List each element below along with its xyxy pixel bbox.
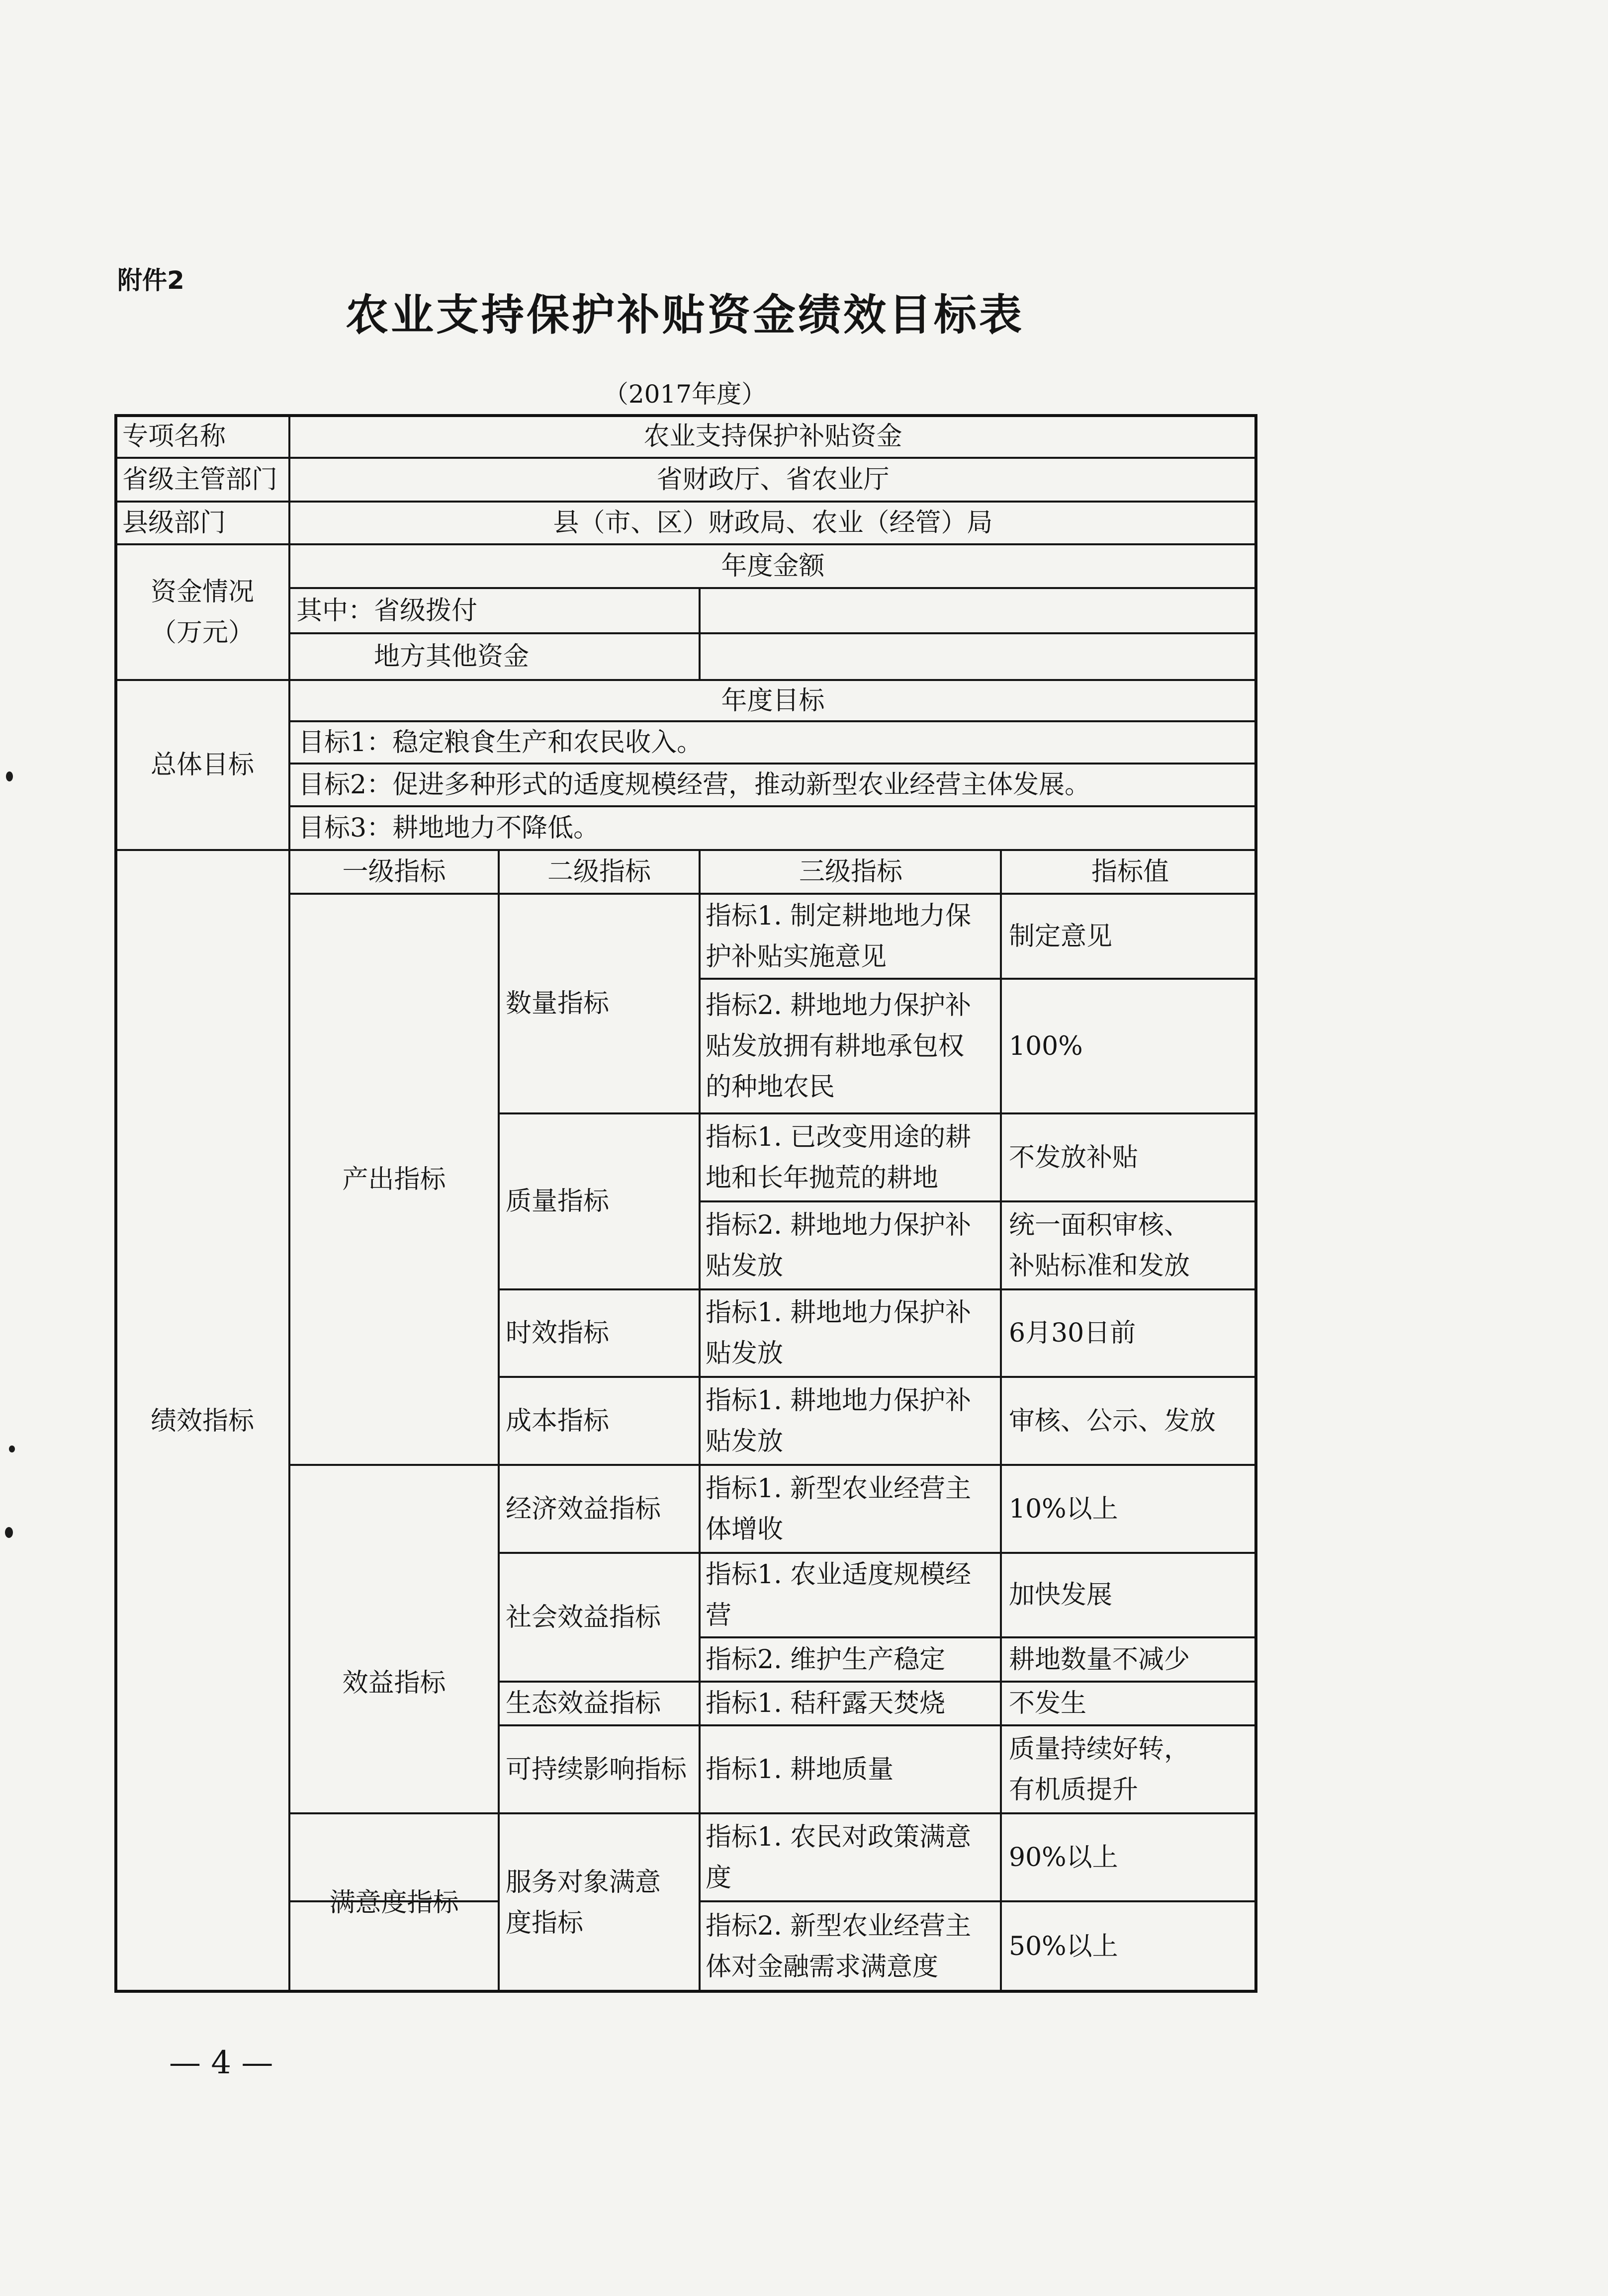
performance-target-table [114,414,1257,1993]
performance-indicators-label: 绩效指标 [114,849,290,1993]
indicator-name: 指标1. 秸秆露天焚烧 [699,1681,1002,1726]
header-value: 指标值 [1000,849,1257,895]
funding-label [114,543,290,681]
level1-satisfaction: 满意度指标 [288,1812,500,1993]
indicator-value: 不发生 [1000,1681,1257,1726]
goal-item-1: 目标1：稳定粮食生产和农民收入。 [288,720,1257,765]
indicator-name: 指标2. 耕地地力保护补 贴发放拥有耕地承包权 的种地农民 [699,978,1002,1114]
indicator-name: 指标2. 耕地地力保护补 贴发放 [699,1200,1002,1290]
header-level1: 一级指标 [288,849,500,895]
county-dept-value: 县（市、区）财政局、农业（经管）局 [288,501,1257,545]
indicator-value: 50%以上 [1000,1900,1257,1993]
scan-speck [6,771,13,781]
provincial-allocation-label: 其中：省级拨付 [288,587,701,634]
overall-goals-label: 总体目标 [114,679,290,851]
attachment-label: 附件2 [117,266,184,295]
indicator-value: 审核、公示、发放 [1000,1376,1257,1466]
indicator-value: 不发放补贴 [1000,1112,1257,1202]
indicator-name: 指标2. 维护生产稳定 [699,1636,1002,1683]
local-other-funds-label: 地方其他资金 [288,632,701,681]
indicator-name: 指标1. 耕地地力保护补 贴发放 [699,1376,1002,1466]
goal-item-3: 目标3：耕地地力不降低。 [288,805,1257,851]
indicator-name: 指标1. 农业适度规模经 营 [699,1552,1002,1638]
page-number: — 4 — [169,2044,273,2081]
annual-goals-header: 年度目标 [288,679,1257,722]
header-level2: 二级指标 [498,849,701,895]
level2-timeliness: 时效指标 [498,1288,701,1378]
level1-output: 产出指标 [288,893,500,1466]
funding-label-text: 资金情况 [150,577,254,607]
level2-ecological: 生态效益指标 [498,1681,701,1726]
indicator-name: 指标1. 新型农业经营主 体增收 [699,1464,1002,1554]
goal-item-2: 目标2：促进多种形式的适度规模经营，推动新型农业经营主体发展。 [288,763,1257,807]
level2-social: 社会效益指标 [498,1552,701,1683]
indicator-name: 指标1. 农民对政策满意 度 [699,1812,1002,1902]
indicator-name: 指标1. 耕地地力保护补 贴发放 [699,1288,1002,1378]
provincial-dept-value: 省财政厅、省农业厅 [288,457,1257,503]
indicator-name: 指标1. 制定耕地地力保 护补贴实施意见 [699,893,1002,980]
county-dept-label: 县级部门 [114,501,290,545]
header-level3: 三级指标 [699,849,1002,895]
local-other-funds-value [699,632,1257,681]
project-name-value: 农业支持保护补贴资金 [288,414,1257,459]
level2-quantity: 数量指标 [498,893,701,1114]
provincial-allocation-value [699,587,1257,634]
indicator-value: 耕地数量不减少 [1000,1636,1257,1683]
scan-speck [9,1446,15,1452]
indicator-value: 加快发展 [1000,1552,1257,1638]
funding-unit-text: （万元） [150,617,254,648]
indicator-value: 制定意见 [1000,893,1257,980]
indicator-value: 100% [1000,978,1257,1114]
indicator-name: 指标1. 耕地质量 [699,1724,1002,1814]
level1-benefit: 效益指标 [288,1464,500,1902]
indicator-value: 6月30日前 [1000,1288,1257,1378]
indicator-value: 90%以上 [1000,1812,1257,1902]
scan-speck [5,1527,13,1538]
document-title: 农业支持保护补贴资金绩效目标表 [346,290,1024,340]
annual-amount-header: 年度金额 [288,543,1257,589]
project-name-label: 专项名称 [114,414,290,459]
level2-service-satisfaction: 服务对象满意 度指标 [498,1812,701,1993]
indicator-value: 质量持续好转， 有机质提升 [1000,1724,1257,1814]
level2-quality: 质量指标 [498,1112,701,1290]
provincial-dept-label: 省级主管部门 [114,457,290,503]
level2-economic: 经济效益指标 [498,1464,701,1554]
year-label: （2017年度） [603,380,767,409]
indicator-value: 统一面积审核、 补贴标准和发放 [1000,1200,1257,1290]
level2-sustainable: 可持续影响指标 [498,1724,701,1814]
indicator-value: 10%以上 [1000,1464,1257,1554]
level2-cost: 成本指标 [498,1376,701,1466]
indicator-name: 指标1. 已改变用途的耕 地和长年抛荒的耕地 [699,1112,1002,1202]
indicator-name: 指标2. 新型农业经营主 体对金融需求满意度 [699,1900,1002,1993]
